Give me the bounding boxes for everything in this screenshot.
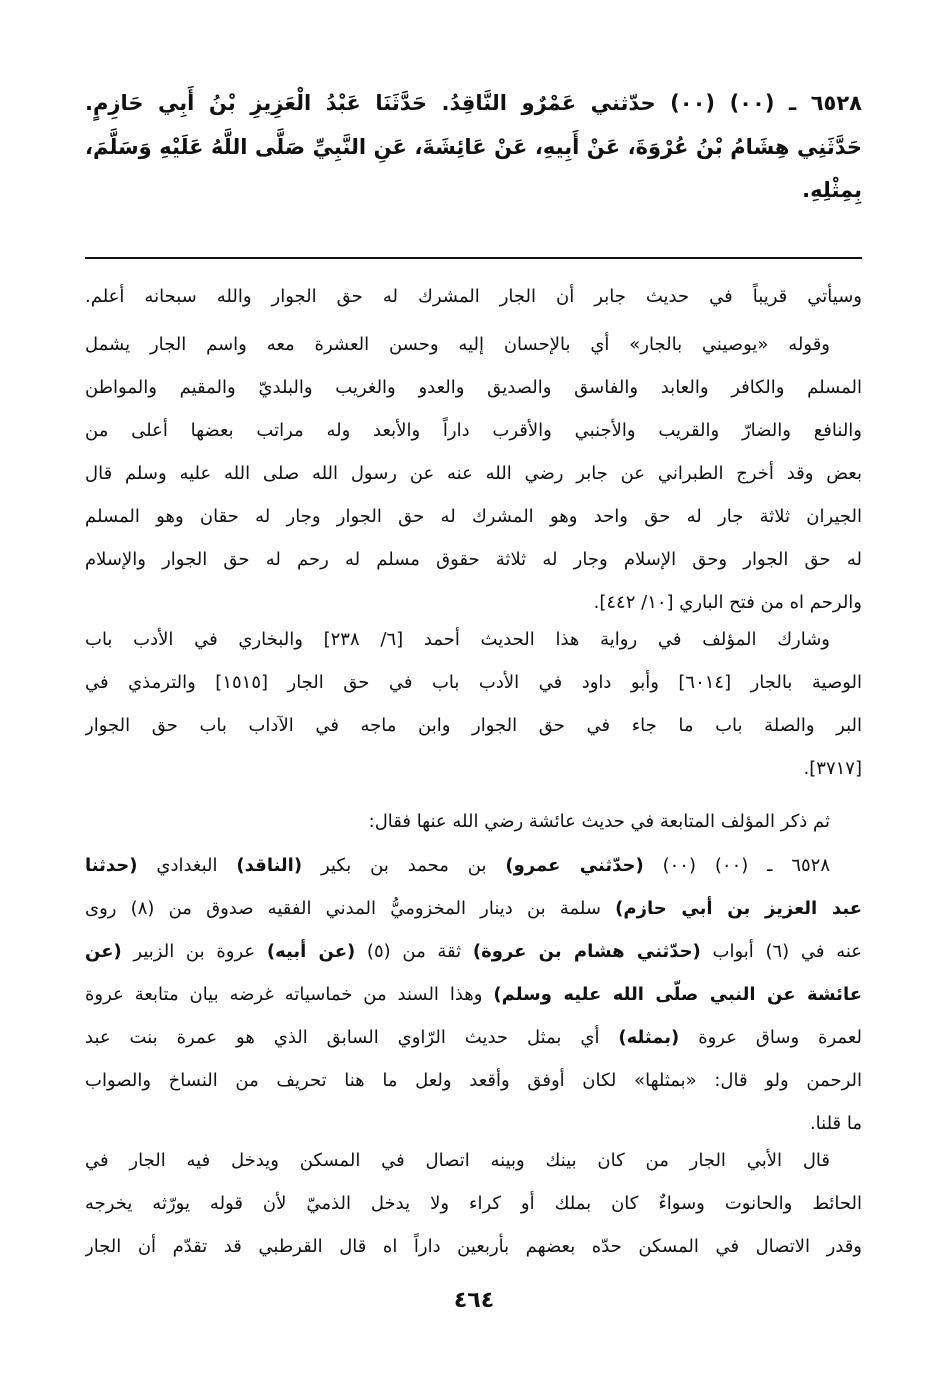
text-segment: بن محمد بن بكير xyxy=(302,855,506,876)
text-segment: ٦٥٢٨ ـ (٠٠) (٠٠) xyxy=(643,855,830,876)
text-segment: البغدادي xyxy=(137,855,237,876)
commentary-line xyxy=(85,975,862,1015)
commentary-line xyxy=(85,1018,862,1058)
hadith-line: ٦٥٢٨ ـ (٠٠) (٠٠) حدّثني عَمْرٌو النَّاقِدُ. حَدَّثَنَا عَبْدُ الْعَزِيزِ بْنُ أَبِي حَازِمٍ. xyxy=(85,91,862,115)
commentary-line: وقوله «يوصيني بالجار» أي بالإحسان إليه وحسن العشرة معه واسم الجار يشمل xyxy=(85,334,830,355)
hadith-line: بِمِثْلِهِ. xyxy=(802,178,862,202)
hadith-line: حَدَّثَنِي هِشَامُ بْنُ عُرْوَةَ، عَنْ أَبِيهِ، عَنْ عَائِشَةَ، عَنِ النَّبِيِّ صَلَّى اللَّهُ عَلَيْهِ وَسَلَّمَ، xyxy=(85,135,862,159)
bold-text-segment: (حدّثني هشام بن عروة) xyxy=(472,941,701,962)
bold-text-segment: عبد العزيز بن أبي حازم) xyxy=(615,898,862,919)
commentary-line: والرحم اه من فتح الباري [١٠/ ٤٤٢]. xyxy=(593,592,862,613)
commentary-line: وقدر الاتصال في المسكن حدّه بعضهم بأربعين داراً اه قال القرطبي قد تقدّم أن الجار xyxy=(85,1236,862,1257)
text-segment: عروة بن الزبير xyxy=(121,941,267,962)
commentary-line: وسيأتي قريباً في حديث جابر أن الجار المشرك له حق الجوار والله سبحانه أعلم. xyxy=(85,286,862,307)
footnote-divider xyxy=(85,257,862,259)
page-number: ٤٦٤ xyxy=(453,1288,495,1313)
bold-text-segment: عائشة عن النبي صلّى الله عليه وسلم) xyxy=(493,984,862,1005)
text-segment: ثقة من (٥) xyxy=(355,941,473,962)
commentary-line: الجيران ثلاثة جار له حق واحد وهو المشرك له حق الجوار وجار له حقان وهو المسلم xyxy=(85,506,862,527)
bold-text-segment: (الناقد) xyxy=(236,855,303,876)
text-segment: ما قلنا. xyxy=(809,1113,862,1134)
commentary-line xyxy=(85,932,862,972)
commentary-line: البر والصلة باب ما جاء في حق الجوار وابن ماجه في الآداب باب حق الجوار xyxy=(85,715,862,736)
bold-text-segment: (عن أبيه) xyxy=(266,941,356,962)
bold-text-segment: (عن xyxy=(85,941,122,962)
text-segment: لعمرة وساق عروة xyxy=(679,1027,862,1048)
commentary-line: قال الأبي الجار من كان بينك وبينه اتصال في المسكن ويدخل فيه الجار في xyxy=(85,1150,830,1171)
commentary-line: المسلم والكافر والعابد والفاسق والصديق والعدو والغريب والبلديّ والمقيم والمواطن xyxy=(85,377,862,398)
commentary-line: ثم ذكر المؤلف المتابعة في حديث عائشة رضي الله عنها فقال: xyxy=(368,811,830,832)
commentary-line: والنافع والضارّ والقريب والأجنبي والأقرب داراً والأبعد وله مراتب بعضها أعلى من xyxy=(85,420,862,441)
text-segment: أي بمثل حديث الرّاوي السابق الذي هو عمرة بنت عبد xyxy=(85,1027,619,1048)
commentary-line xyxy=(85,846,830,886)
text-segment: وهذا السند من خماسياته غرضه بيان متابعة عروة xyxy=(85,984,494,1005)
bold-text-segment: (بمثله) xyxy=(618,1027,680,1048)
commentary-line: له حق الجوار وحق الإسلام وجار له ثلاثة حقوق مسلم له رحم له حق الجوار والإسلام xyxy=(85,549,862,570)
commentary-line: الحائط والحانوت وسواءٌ كان بملك أو كراء ولا يدخل الذميّ لأن قوله يورّثه يخرجه xyxy=(85,1193,862,1214)
commentary-line xyxy=(85,1061,862,1101)
bold-text-segment: (حدّثني عمرو) xyxy=(505,855,644,876)
commentary-line: وشارك المؤلف في رواية هذا الحديث أحمد [٦/ ٢٣٨] والبخاري في الأدب باب xyxy=(85,629,830,650)
commentary-line xyxy=(85,1104,862,1144)
text-segment: عنه في (٦) أبواب xyxy=(700,941,862,962)
bold-text-segment: (حدثنا xyxy=(85,855,138,876)
text-segment: سلمة بن دينار المخزوميُّ المدني الفقيه صدوق من (٨) روى xyxy=(85,898,616,919)
commentary-line: [٣٧١٧]. xyxy=(803,758,862,779)
commentary-line: بعض وقد أخرج الطبراني عن جابر رضي الله عنه عن رسول الله صلى الله عليه وسلم قال xyxy=(85,463,862,484)
text-segment: الرحمن ولو قال: «بمثلها» لكان أوفق وأقعد ولعل ما هنا تحريف من النساخ والصواب xyxy=(85,1070,862,1091)
commentary-line xyxy=(85,889,862,929)
commentary-line: الوصية بالجار [٦٠١٤] وأبو داود في الأدب باب في حق الجار [١٥١٥] والترمذي في xyxy=(85,672,862,693)
